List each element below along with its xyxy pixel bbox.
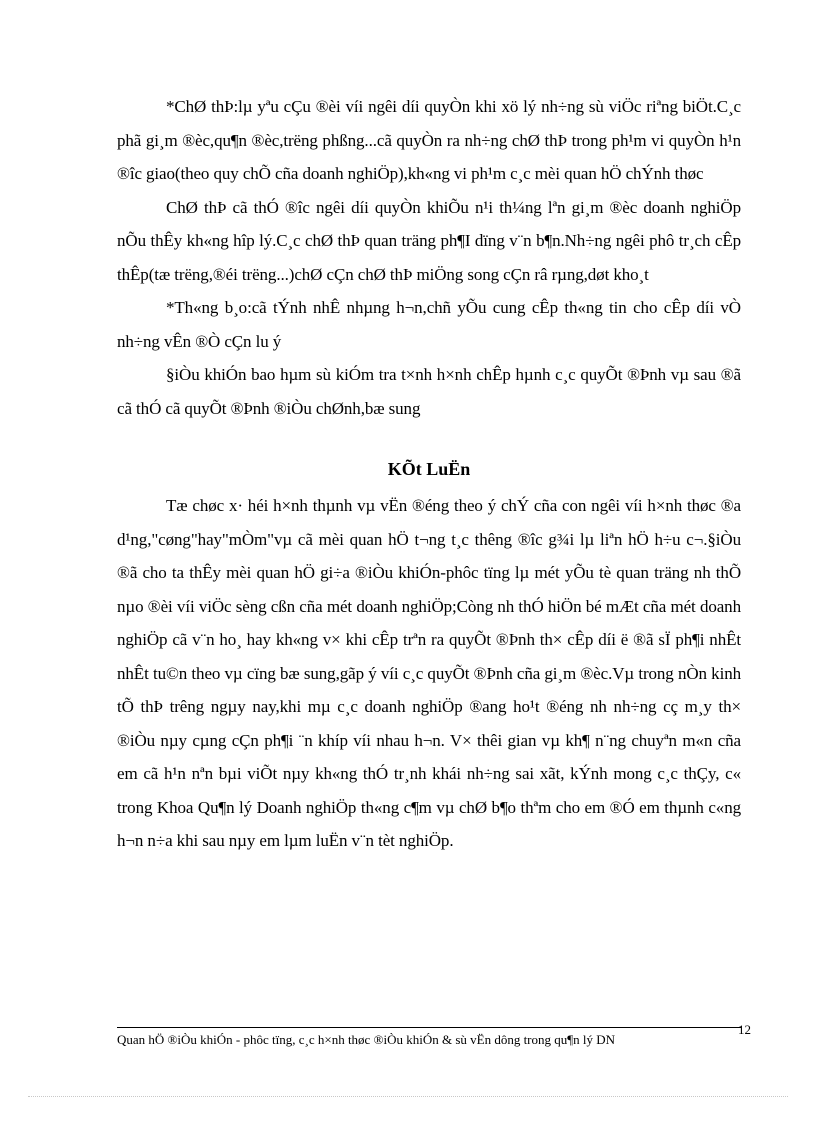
footer-text: Quan hÖ ®iÒu khiÓn - phôc tïng, c¸c h×nh thøc ®iÒu khiÓn & sù vËn dông trong qu¶n lý DN: [117, 1032, 616, 1047]
conclusion-heading: KÕt LuËn: [387, 459, 471, 479]
paragraph-chi-thi: *ChØ thÞ:lµ yªu cÇu ®èi víi ngêi díi quyÒn khi xö lý nh÷ng sù viÖc riªng biÖt.C¸c phã gi¸m ®èc,qu¶n ®èc,trëng phßng...cã quyÒn ra nh÷ng chØ thÞ trong ph¹m vi quyÒn h¹n ®îc giao(theo quy chÕ cña doanh nghiÖp),kh«ng vi ph¹m c¸c mèi quan hÖ chÝnh thøc: [117, 97, 741, 183]
body-text: [117, 90, 741, 858]
page-bottom-divider: [28, 1096, 788, 1097]
paragraph-chi-thi-khieu-nai: ChØ thÞ cã thÓ ®îc ngêi díi quyÒn khiÕu n¹i th¼ng lªn gi¸m ®èc doanh nghiÖp nÕu thÊy kh«ng hîp lý.C¸c chØ thÞ quan träng ph¶I dïng v¨n b¶n.Nh÷ng ngêi phô tr¸ch cÊp thÊp(tæ trëng,®éi trëng...)chØ cÇn chØ thÞ miÖng song cÇn râ rµng,døt kho¸t: [117, 197, 741, 284]
footer-divider: [117, 1027, 741, 1028]
page-number: 12: [738, 1022, 751, 1037]
paragraph-thong-bao: *Th«ng b¸o:cã tÝnh nhÊ nhµng h¬n,chñ yÕu cung cÊp th«ng tin cho cÊp díi vÒ nh÷ng vÊn ®Ò cÇn lu ý: [117, 298, 741, 351]
paragraph-dieu-khien-kiem-tra: §iÒu khiÓn bao hµm sù kiÓm tra t×nh h×nh chÊp hµnh c¸c quyÕt ®Þnh vµ sau ®ã cã thÓ cã quyÕt ®Þnh ®iÒu chØnh,bæ sung: [117, 365, 741, 418]
conclusion-paragraph: Tæ chøc x· héi h×nh thµnh vµ vËn ®éng theo ý chÝ cña con ngêi víi h×nh thøc ®a d¹ng,"cøng"hay"mÒm"vµ cã mèi quan hÖ t¬ng t¸c thêng ®îc g¾i lµ liªn hÖ h÷u c¬.§iÒu ®ã cho ta thÊy mèi quan hÖ gi÷a ®iÒu khiÓn-phôc tïng lµ mét yÕu tè quan träng nh thÕ nµo ®èi víi viÖc sèng cßn cña mét doanh nghiÖp;Còng nh thÓ hiÖn bé mÆt cña mét doanh nghiÖp cã v¨n ho¸ hay kh«ng v× khi cÊp trªn ra quyÕt ®Þnh th× cÊp díi ë ®ã sÏ ph¶i nhÊt nhÊt tu©n theo vµ cïng bæ sung,gãp ý víi c¸c quyÕt ®Þnh cña gi¸m ®èc.Vµ trong nÒn kinh tÕ thÞ trêng ngµy nay,khi mµ c¸c doanh nghiÖp ®ang ho¹t ®éng nh nh÷ng cç m¸y th× ®iÒu nµy cµng cÇn ph¶i ¨n khíp víi nhau h¬n. V× thêi gian vµ kh¶ n¨ng chuyªn m«n cña em cã h¹n nªn bµi viÕt nµy kh«ng thÓ tr¸nh khái nh÷ng sai xãt, kÝnh mong c¸c thÇy, c« trong Khoa Qu¶n lý Doanh nghiÖp th«ng c¶m vµ chØ b¶o thªm cho em ®Ó em thµnh c«ng h¬n n÷a khi sau nµy em lµm luËn v¨n tèt nghiÖp.: [117, 496, 741, 850]
